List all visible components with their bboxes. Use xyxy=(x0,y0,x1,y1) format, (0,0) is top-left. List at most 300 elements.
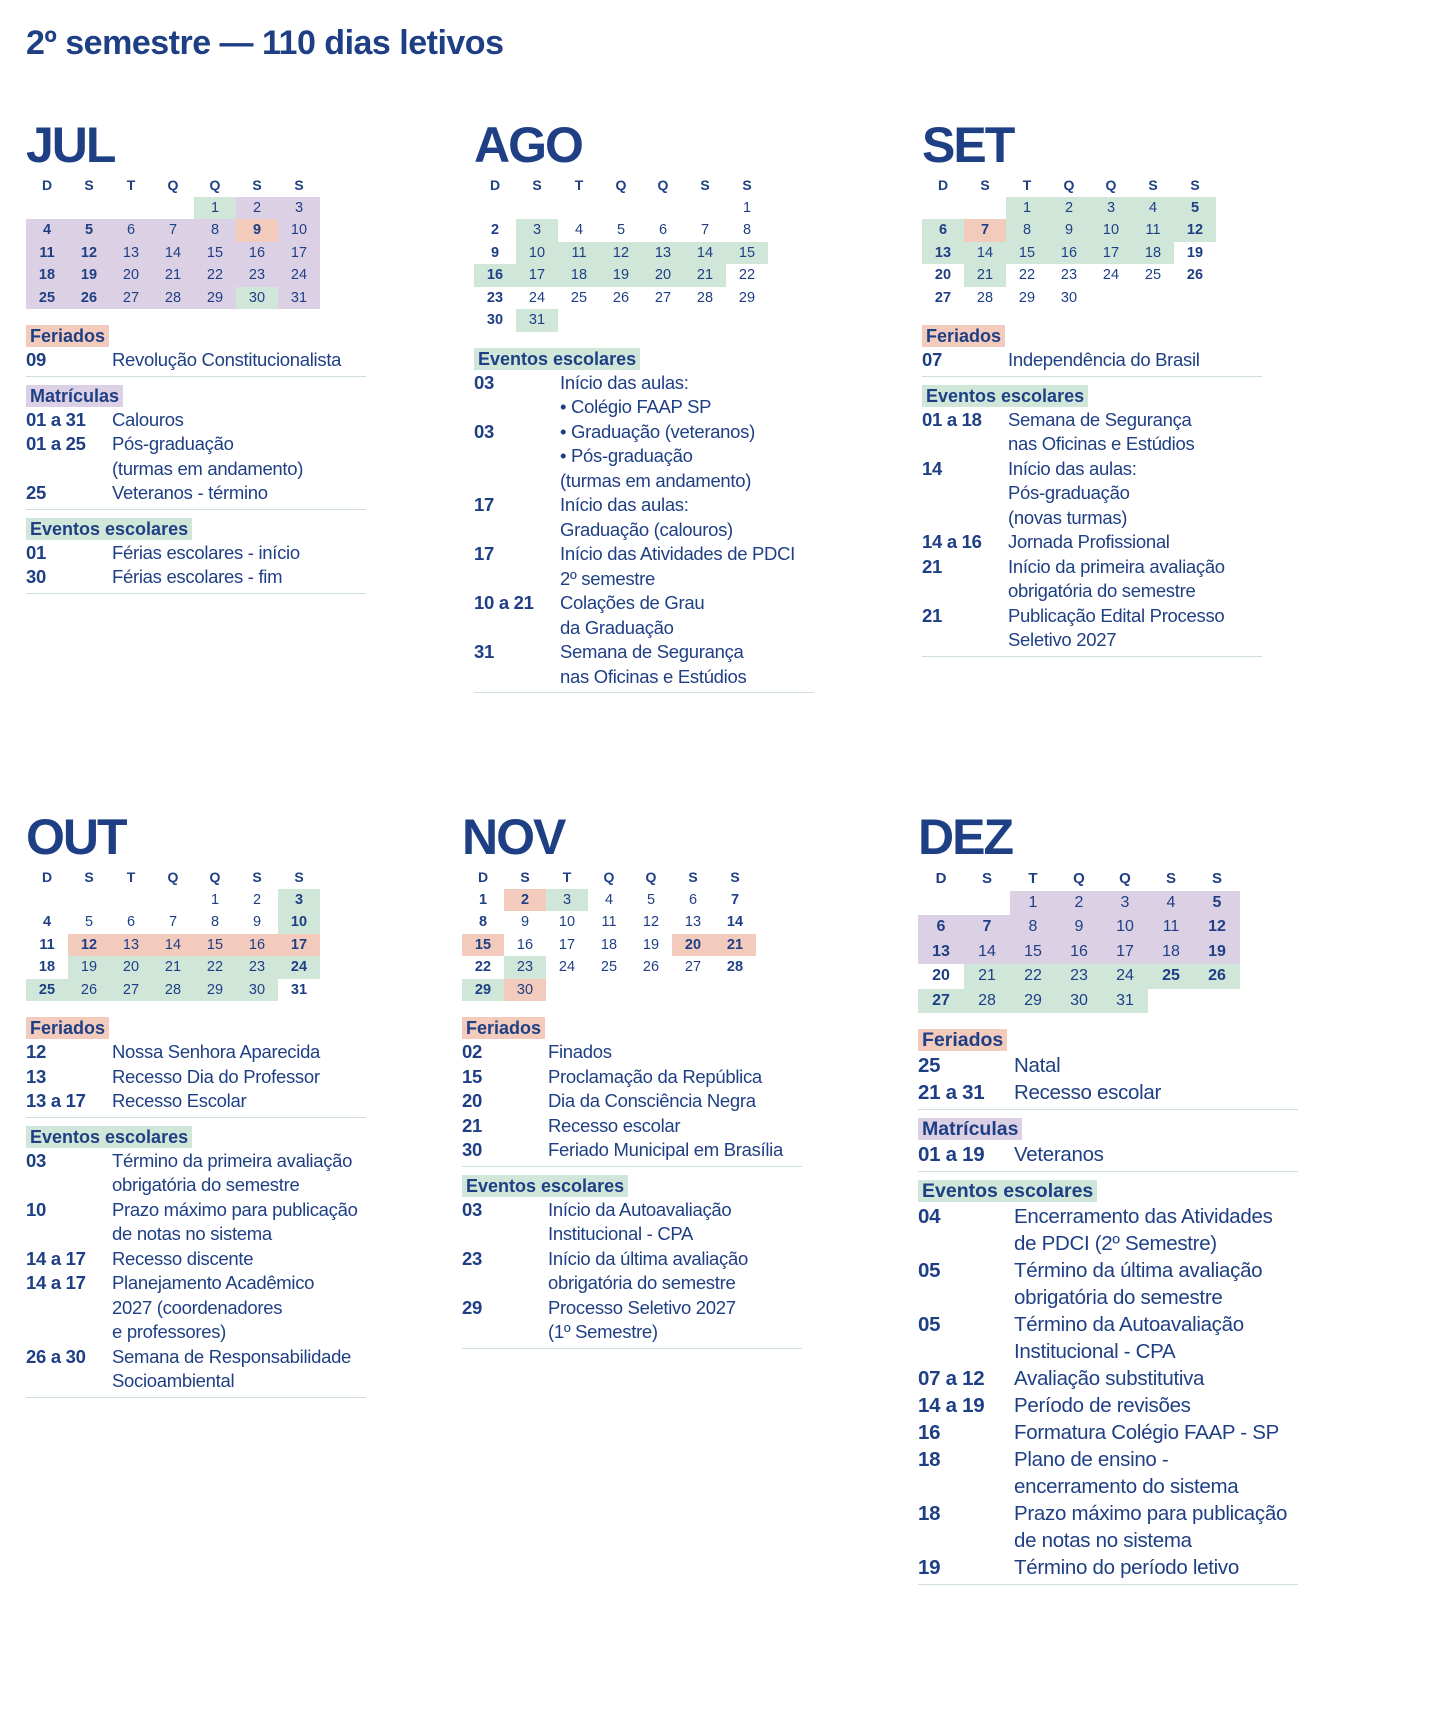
day-cell: 17 xyxy=(278,934,320,957)
day-cell: 9 xyxy=(1056,915,1102,940)
section-heading: Eventos escolares xyxy=(26,518,192,540)
event-date: 05 xyxy=(918,1259,941,1282)
day-cell: 3 xyxy=(1090,197,1132,220)
weekday-header: S xyxy=(742,177,752,194)
day-cell: 22 xyxy=(194,264,236,287)
day-cell: 23 xyxy=(504,956,546,979)
event-description: Proclamação da República xyxy=(548,1065,762,1087)
section-heading: Feriados xyxy=(26,1017,109,1039)
section-heading: Eventos escolares xyxy=(474,348,640,370)
day-cell: 20 xyxy=(110,956,152,979)
day-cell: 5 xyxy=(616,222,626,239)
event-description: Semana de Segurança nas Oficinas e Estúdios xyxy=(560,641,747,687)
day-cell: 24 xyxy=(278,956,320,979)
day-cell: 30 xyxy=(486,312,504,329)
day-cell: 14 xyxy=(152,242,194,265)
event-description: Recesso Dia do Professor xyxy=(112,1065,320,1087)
event-description: Veteranos xyxy=(1014,1143,1104,1166)
day-cell: 29 xyxy=(1010,989,1056,1014)
weekday-header: D xyxy=(41,177,53,194)
day-cell: 26 xyxy=(1186,267,1204,284)
eventos-section xyxy=(918,1180,1298,1585)
event-date: 17 xyxy=(474,543,494,564)
day-cell: 14 xyxy=(684,242,726,265)
empty-cell xyxy=(642,197,684,220)
day-cell: 16 xyxy=(236,242,278,265)
event-date: 17 xyxy=(474,494,494,515)
event-entry xyxy=(474,542,814,591)
event-entry xyxy=(26,432,366,481)
day-cell: 23 xyxy=(236,264,278,287)
event-entry xyxy=(26,1247,366,1272)
weekday-header: S xyxy=(520,869,530,886)
day-cell: 12 xyxy=(68,242,110,265)
day-cell: 11 xyxy=(1132,219,1174,242)
month-name: AGO xyxy=(474,117,582,173)
weekday-header: Q xyxy=(615,177,627,194)
eventos-section xyxy=(474,348,814,694)
day-cell: 14 xyxy=(964,242,1006,265)
day-cell: 18 xyxy=(1132,242,1174,265)
day-cell: 17 xyxy=(516,264,558,287)
weekday-header: S xyxy=(1165,869,1176,887)
day-cell: 14 xyxy=(964,940,1010,965)
day-cell: 7 xyxy=(964,915,1010,940)
day-cell: 7 xyxy=(730,891,740,908)
event-description: Recesso discente xyxy=(112,1247,254,1269)
day-cell: 13 xyxy=(922,242,964,265)
weekday-header: T xyxy=(562,869,572,886)
day-cell: 14 xyxy=(726,914,744,931)
day-cell: 11 xyxy=(1148,915,1194,940)
day-cell: 22 xyxy=(1018,267,1036,284)
day-cell: 30 xyxy=(236,979,278,1002)
day-cell: 21 xyxy=(964,264,1006,287)
weekday-header: S xyxy=(700,177,710,194)
calendar-grid xyxy=(26,174,446,309)
eventos-section xyxy=(922,385,1262,657)
event-entry xyxy=(26,408,366,433)
event-entry xyxy=(26,1149,366,1198)
event-entry xyxy=(918,1500,1298,1554)
day-cell: 17 xyxy=(278,242,320,265)
day-cell: 2 xyxy=(504,889,546,912)
day-cell: 1 xyxy=(194,197,236,220)
event-date: 21 a 31 xyxy=(918,1081,985,1104)
month-sections xyxy=(26,325,446,594)
day-cell: 15 xyxy=(194,934,236,957)
day-cell: 5 xyxy=(1174,197,1216,220)
day-cell: 27 xyxy=(918,989,964,1014)
month-jul xyxy=(26,118,446,602)
event-date: 02 xyxy=(462,1041,482,1062)
event-date: 18 xyxy=(918,1448,941,1471)
empty-cell xyxy=(152,197,194,220)
day-cell: 7 xyxy=(152,219,194,242)
day-cell: 8 xyxy=(1010,915,1056,940)
event-date: 25 xyxy=(26,482,46,503)
event-entry xyxy=(918,1052,1298,1079)
matriculas-section xyxy=(26,385,366,510)
day-cell: 30 xyxy=(504,979,546,1002)
day-cell: 10 xyxy=(1090,219,1132,242)
event-entry xyxy=(26,565,366,590)
day-cell: 3 xyxy=(1102,891,1148,916)
day-cell: 2 xyxy=(252,891,262,908)
event-description: Início da última avaliação obrigatória do semestre xyxy=(548,1247,748,1293)
day-cell: 15 xyxy=(194,242,236,265)
day-cell: 26 xyxy=(1194,964,1240,989)
day-cell: 25 xyxy=(1144,267,1162,284)
event-date: 03 xyxy=(462,1198,482,1220)
event-date: 21 xyxy=(462,1114,482,1136)
day-cell: 4 xyxy=(604,891,614,908)
day-cell: 30 xyxy=(1056,989,1102,1014)
day-cell: 30 xyxy=(1060,289,1078,306)
day-cell: 31 xyxy=(278,287,320,310)
empty-cell xyxy=(110,889,152,912)
empty-cell xyxy=(152,889,194,912)
day-cell: 2 xyxy=(490,222,500,239)
day-cell: 10 xyxy=(1102,915,1148,940)
day-cell: 18 xyxy=(558,264,600,287)
event-date: 30 xyxy=(26,566,46,587)
day-cell: 5 xyxy=(1194,891,1240,916)
event-description: Término do período letivo xyxy=(1014,1556,1239,1579)
event-description: Dia da Consciência Negra xyxy=(548,1090,756,1111)
day-cell: 29 xyxy=(738,289,756,306)
weekday-header: S xyxy=(1211,869,1222,887)
day-cell: 28 xyxy=(696,289,714,306)
day-cell: 1 xyxy=(742,199,752,216)
event-entry xyxy=(922,457,1262,531)
empty-cell xyxy=(26,889,68,912)
event-description: Recesso escolar xyxy=(548,1114,681,1136)
day-cell: 21 xyxy=(152,956,194,979)
month-out xyxy=(26,810,446,1406)
weekday-header: T xyxy=(126,869,136,886)
day-cell: 23 xyxy=(1056,964,1102,989)
day-cell: 31 xyxy=(290,981,308,998)
day-cell: 24 xyxy=(1102,964,1148,989)
event-description: Término da Autoavaliação Institucional - CPA xyxy=(1014,1313,1244,1363)
day-cell: 22 xyxy=(1010,964,1056,989)
day-cell: 6 xyxy=(688,891,698,908)
event-entry xyxy=(922,555,1262,604)
day-cell: 4 xyxy=(26,219,68,242)
event-date: 01 a 18 xyxy=(922,408,982,430)
weekday-header: Q xyxy=(1119,869,1131,887)
month-name: SET xyxy=(922,117,1014,173)
event-entry xyxy=(918,1311,1298,1365)
empty-cell xyxy=(26,197,68,220)
event-date: 01 a 25 xyxy=(26,433,86,454)
section-heading: Feriados xyxy=(26,325,109,347)
day-cell: 9 xyxy=(1048,219,1090,242)
event-date: 26 a 30 xyxy=(26,1345,86,1367)
event-date: 14 xyxy=(922,457,942,479)
weekday-header: S xyxy=(532,177,542,194)
event-entry xyxy=(474,591,814,640)
day-cell: 17 xyxy=(1090,242,1132,265)
empty-cell xyxy=(68,889,110,912)
matriculas-section xyxy=(918,1118,1298,1172)
event-date: 16 xyxy=(918,1421,941,1444)
empty-cell xyxy=(600,197,642,220)
empty-cell xyxy=(964,197,1006,220)
section-heading: Eventos escolares xyxy=(26,1126,192,1148)
day-cell: 29 xyxy=(462,979,504,1002)
day-cell: 15 xyxy=(462,934,504,957)
day-cell: 12 xyxy=(642,914,660,931)
month-name: OUT xyxy=(26,809,126,865)
day-cell: 27 xyxy=(684,959,702,976)
event-description: Início das aulas: • Colégio FAAP SP xyxy=(560,371,712,417)
event-entry xyxy=(26,1198,366,1247)
event-entry xyxy=(922,530,1262,555)
month-name: DEZ xyxy=(918,809,1012,865)
event-description: Semana de Segurança nas Oficinas e Estúdios xyxy=(1008,408,1195,454)
event-description: Início das Atividades de PDCI 2º semestre xyxy=(560,543,796,589)
day-cell: 9 xyxy=(520,914,530,931)
empty-cell xyxy=(474,197,516,220)
event-entry xyxy=(918,1365,1298,1392)
day-cell: 16 xyxy=(1048,242,1090,265)
calendar-grid xyxy=(918,866,1338,1013)
day-cell: 9 xyxy=(236,219,278,242)
section-heading: Eventos escolares xyxy=(922,385,1088,407)
event-entry xyxy=(26,1040,366,1065)
event-date: 13 a 17 xyxy=(26,1090,86,1111)
day-cell: 11 xyxy=(601,914,617,931)
section-heading: Feriados xyxy=(918,1029,1007,1051)
day-cell: 18 xyxy=(1148,940,1194,965)
day-cell: 24 xyxy=(528,289,546,306)
event-entry xyxy=(462,1138,802,1163)
month-name: NOV xyxy=(462,809,565,865)
day-cell: 9 xyxy=(252,914,262,931)
day-cell: 26 xyxy=(612,289,630,306)
day-cell: 6 xyxy=(658,222,668,239)
event-description: Recesso Escolar xyxy=(112,1090,247,1111)
page-title: 2º semestre — 110 dias letivos xyxy=(26,24,504,62)
event-entry xyxy=(462,1065,802,1090)
event-description: Avaliação substitutiva xyxy=(1014,1367,1205,1390)
day-cell: 20 xyxy=(932,967,950,985)
event-description: Planejamento Acadêmico 2027 (coordenadores e professores) xyxy=(112,1272,315,1342)
day-cell: 31 xyxy=(1102,989,1148,1014)
day-cell: 5 xyxy=(84,914,94,931)
weekday-header: T xyxy=(126,177,136,194)
day-cell: 12 xyxy=(1194,915,1240,940)
event-date: 31 xyxy=(474,641,494,662)
day-cell: 21 xyxy=(964,964,1010,989)
day-cell: 1 xyxy=(210,891,220,908)
day-cell: 11 xyxy=(558,242,600,265)
day-cell: 23 xyxy=(486,289,504,306)
event-description: • Graduação (veteranos) • Pós-graduação (turmas em andamento) xyxy=(560,420,755,491)
event-entry xyxy=(462,1089,802,1114)
feriados-section xyxy=(462,1017,802,1167)
event-description: Calouros xyxy=(112,408,184,430)
day-cell: 1 xyxy=(1010,891,1056,916)
weekday-header: Q xyxy=(603,869,615,886)
day-cell: 24 xyxy=(1102,267,1120,284)
day-cell: 16 xyxy=(236,934,278,957)
day-cell: 25 xyxy=(570,289,588,306)
event-date: 01 xyxy=(26,541,46,563)
day-cell: 20 xyxy=(672,934,714,957)
section-heading: Feriados xyxy=(922,325,1005,347)
event-date: 10 a 21 xyxy=(474,592,534,613)
calendar-grid xyxy=(474,174,894,332)
event-date: 15 xyxy=(462,1065,482,1087)
empty-cell xyxy=(918,891,964,916)
day-cell: 4 xyxy=(1132,197,1174,220)
event-entry xyxy=(922,604,1262,653)
event-date: 07 a 12 xyxy=(918,1367,985,1390)
event-entry xyxy=(26,1345,366,1394)
event-date: 03 xyxy=(474,371,494,393)
day-cell: 1 xyxy=(478,891,488,908)
day-cell: 8 xyxy=(478,914,488,931)
month-ago xyxy=(474,118,894,701)
weekday-header: Q xyxy=(167,177,179,194)
event-date: 13 xyxy=(26,1065,46,1087)
day-cell: 27 xyxy=(110,979,152,1002)
day-cell: 25 xyxy=(600,959,618,976)
event-description: Revolução Constitucionalista xyxy=(112,349,342,370)
event-entry xyxy=(918,1079,1298,1106)
day-cell: 21 xyxy=(714,934,756,957)
empty-cell xyxy=(922,197,964,220)
day-cell: 12 xyxy=(68,934,110,957)
month-sections xyxy=(918,1029,1338,1585)
event-entry xyxy=(462,1247,802,1296)
day-cell: 19 xyxy=(68,956,110,979)
event-date: 21 xyxy=(922,555,942,577)
calendar-grid xyxy=(462,866,882,1001)
event-date: 19 xyxy=(918,1556,941,1579)
eventos-section xyxy=(462,1175,802,1349)
day-cell: 26 xyxy=(68,979,110,1002)
event-entry xyxy=(26,1089,366,1114)
day-cell: 10 xyxy=(278,219,320,242)
event-date: 30 xyxy=(462,1139,482,1160)
day-cell: 22 xyxy=(474,959,492,976)
event-description: Férias escolares - início xyxy=(112,541,300,563)
day-cell: 16 xyxy=(474,264,516,287)
event-description: Jornada Profissional xyxy=(1008,531,1170,552)
event-description: Publicação Edital Processo Seletivo 2027 xyxy=(1008,604,1225,650)
day-cell: 28 xyxy=(976,289,994,306)
day-cell: 18 xyxy=(600,936,618,953)
weekday-header: T xyxy=(1028,869,1038,887)
day-cell: 13 xyxy=(642,242,684,265)
day-cell: 3 xyxy=(516,219,558,242)
section-heading: Matrículas xyxy=(26,385,123,407)
section-heading: Eventos escolares xyxy=(918,1180,1097,1202)
day-cell: 19 xyxy=(1194,940,1240,965)
weekday-header: D xyxy=(41,869,53,886)
weekday-header: S xyxy=(981,869,992,887)
event-date: 07 xyxy=(922,349,942,370)
month-dez xyxy=(918,810,1338,1593)
day-cell: 11 xyxy=(26,242,68,265)
day-cell: 20 xyxy=(934,267,952,284)
feriados-section xyxy=(918,1029,1298,1110)
day-cell: 10 xyxy=(516,242,558,265)
day-cell: 8 xyxy=(1006,219,1048,242)
event-entry xyxy=(918,1392,1298,1419)
day-cell: 9 xyxy=(490,244,500,261)
weekday-header: S xyxy=(84,869,94,886)
event-description: Encerramento das Atividades de PDCI (2º Semestre) xyxy=(1014,1205,1273,1255)
section-heading: Eventos escolares xyxy=(462,1175,628,1197)
day-cell: 6 xyxy=(922,219,964,242)
day-cell: 3 xyxy=(278,197,320,220)
event-entry xyxy=(918,1141,1298,1168)
empty-cell xyxy=(516,197,558,220)
day-cell: 2 xyxy=(1056,891,1102,916)
event-description: Veteranos - término xyxy=(112,482,268,503)
event-description: Pós-graduação (turmas em andamento) xyxy=(112,433,304,479)
day-cell: 5 xyxy=(646,891,656,908)
weekday-header: Q xyxy=(1073,869,1085,887)
event-entry xyxy=(922,348,1262,373)
section-heading: Feriados xyxy=(462,1017,545,1039)
day-cell: 13 xyxy=(918,940,964,965)
weekday-header: D xyxy=(937,177,949,194)
day-cell: 20 xyxy=(110,264,152,287)
day-cell: 27 xyxy=(110,287,152,310)
day-cell: 19 xyxy=(600,264,642,287)
event-description: Independência do Brasil xyxy=(1008,349,1200,370)
weekday-header: T xyxy=(1022,177,1032,194)
day-cell: 21 xyxy=(152,264,194,287)
event-entry xyxy=(26,1065,366,1090)
empty-cell xyxy=(68,197,110,220)
event-entry xyxy=(462,1198,802,1247)
day-cell: 27 xyxy=(654,289,672,306)
event-description: Término da última avaliação obrigatória do semestre xyxy=(1014,1259,1263,1309)
day-cell: 7 xyxy=(168,914,178,931)
weekday-header: Q xyxy=(1063,177,1075,194)
day-cell: 12 xyxy=(1174,219,1216,242)
event-date: 09 xyxy=(26,349,46,370)
weekday-header: Q xyxy=(167,869,179,886)
day-cell: 4 xyxy=(1148,891,1194,916)
weekday-header: S xyxy=(730,869,740,886)
day-cell: 6 xyxy=(918,915,964,940)
day-cell: 30 xyxy=(236,287,278,310)
event-date: 12 xyxy=(26,1041,46,1062)
event-description: Prazo máximo para publicação de notas no sistema xyxy=(1014,1502,1288,1552)
weekday-header: Q xyxy=(209,869,221,886)
event-entry xyxy=(462,1040,802,1065)
empty-cell xyxy=(558,197,600,220)
day-cell: 20 xyxy=(642,264,684,287)
event-entry xyxy=(26,1271,366,1345)
day-cell: 29 xyxy=(194,287,236,310)
day-cell: 28 xyxy=(152,287,194,310)
event-description: Feriado Municipal em Brasília xyxy=(548,1139,783,1160)
feriados-section xyxy=(26,325,366,377)
day-cell: 7 xyxy=(964,219,1006,242)
weekday-header: S xyxy=(1148,177,1158,194)
event-date: 18 xyxy=(918,1502,941,1525)
day-cell: 21 xyxy=(684,264,726,287)
